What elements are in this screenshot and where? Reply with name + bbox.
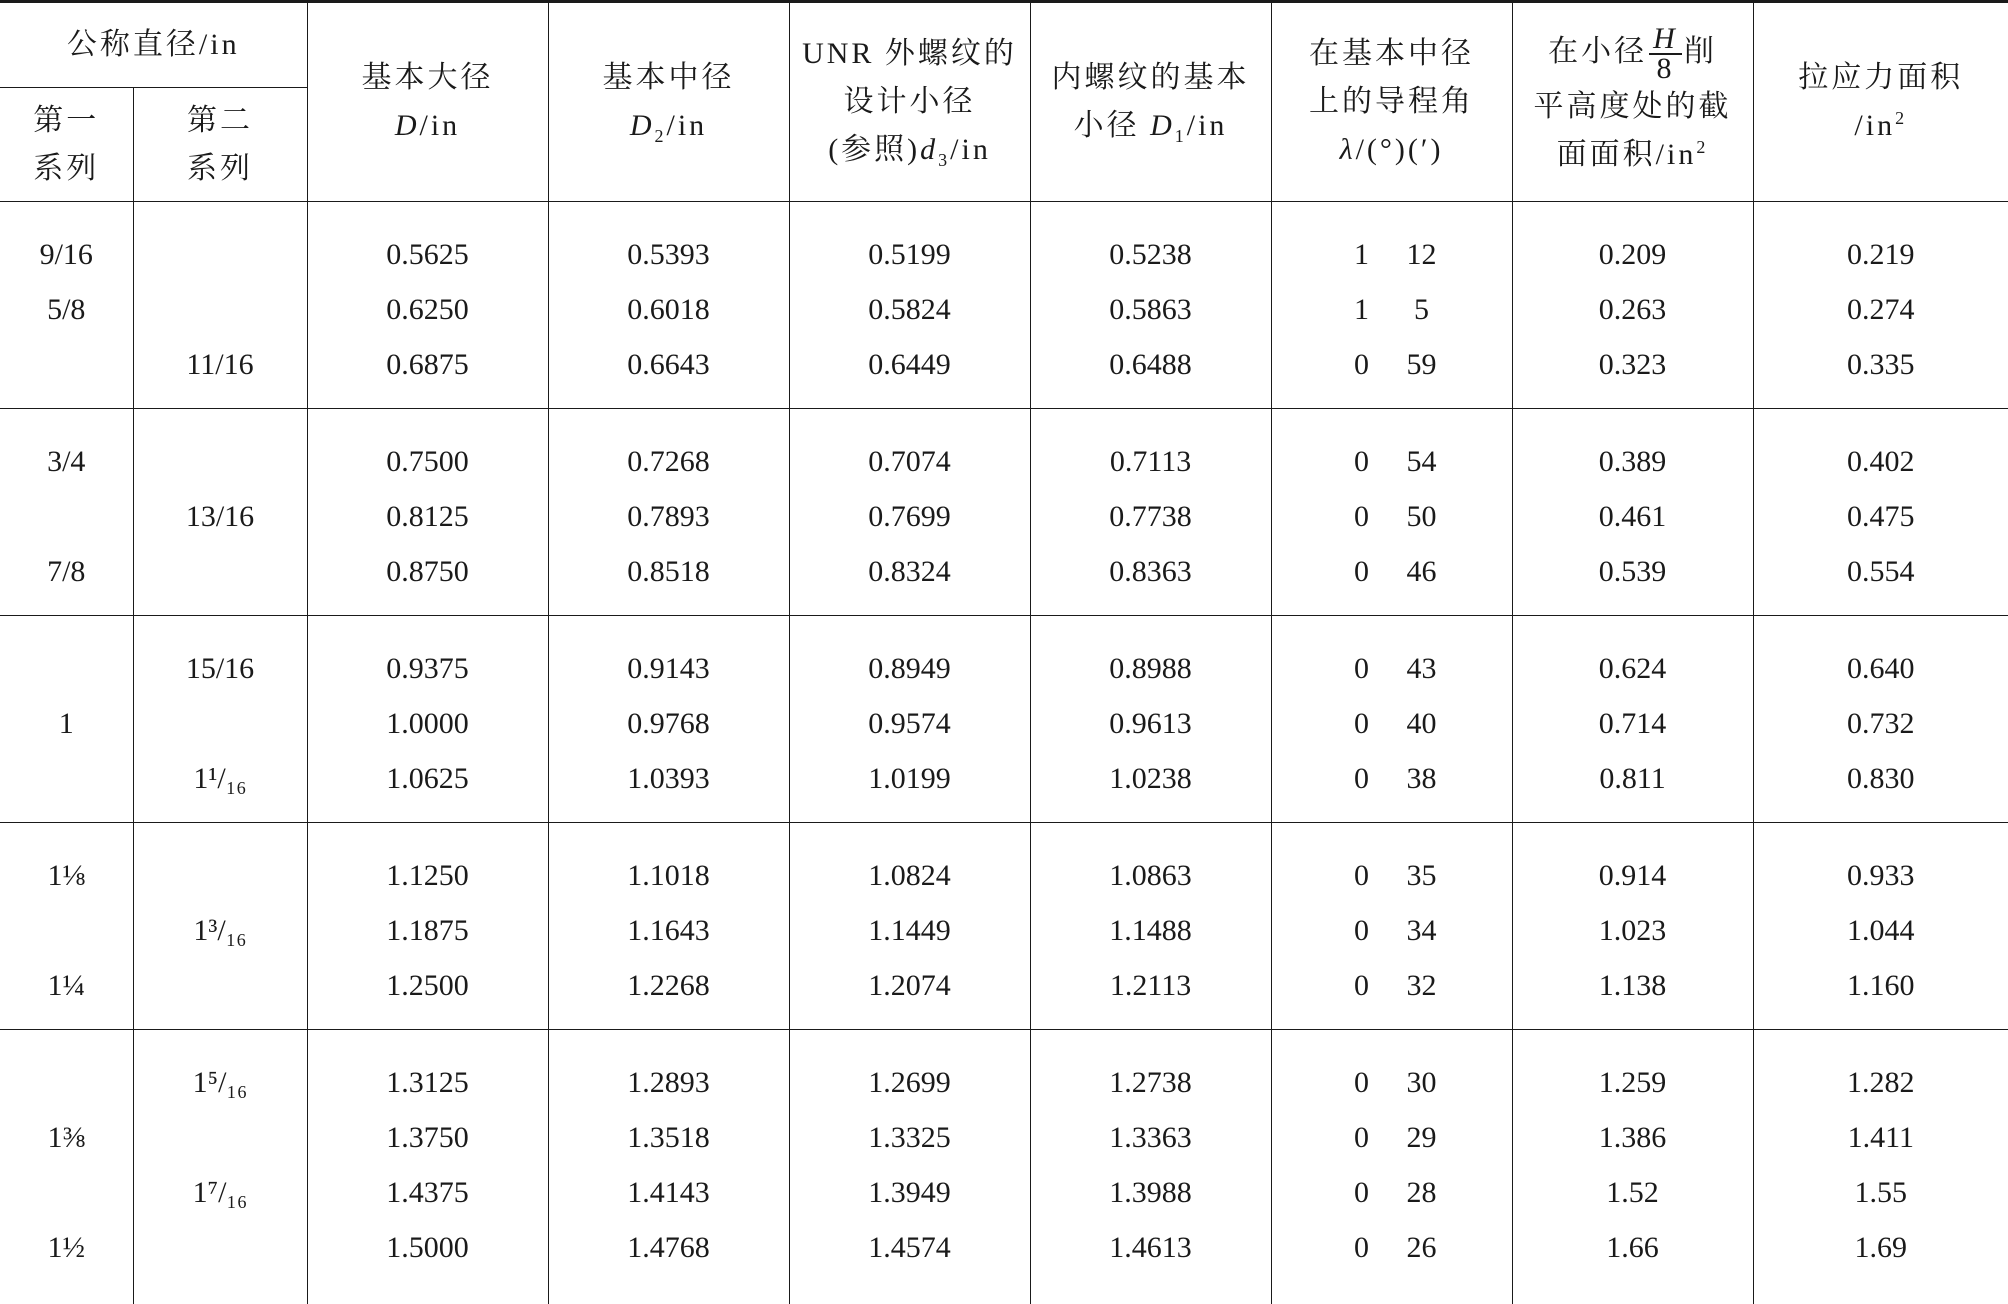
lead-angle-degrees: 0: [1354, 914, 1370, 947]
internal-minor-diameter-cell: [1030, 1030, 1271, 1304]
cell-value: 0.914: [1598, 859, 1667, 892]
cell-value: 0.209: [1598, 238, 1667, 271]
cell-value: 1.0863: [1109, 859, 1192, 892]
lead-angle-value: [1272, 641, 1512, 696]
unr-minor-diameter-cell: [789, 202, 1030, 409]
lead-angle-degrees: 0: [1354, 969, 1370, 1002]
lead-angle-degrees: 0: [1354, 1231, 1370, 1264]
cell-value: 0.6250: [386, 293, 469, 326]
cell-value: 0.475: [1847, 500, 1915, 533]
cell-value: 0.5824: [868, 293, 951, 326]
cell-value: [134, 1220, 307, 1275]
internal-minor-diameter-cell: [1030, 823, 1271, 1030]
major-diameter-cell: [307, 202, 548, 409]
cell-value: 1.2893: [627, 1066, 710, 1099]
cell-value: 1.4375: [386, 1176, 469, 1209]
cell-value: [134, 696, 307, 751]
cell-value: 1.0238: [1109, 762, 1192, 795]
unr-minor-diameter-cell: [789, 823, 1030, 1030]
cell-value: 0.9143: [627, 652, 710, 685]
cell-value: 15/16: [185, 652, 255, 685]
table-body: [0, 202, 2008, 1304]
lead-angle-value: [1272, 489, 1512, 544]
lead-angle-minutes: 46: [1406, 555, 1437, 588]
cell-value: 0.8518: [627, 555, 710, 588]
cell-value: 0.9574: [868, 707, 951, 740]
cell-value: 1.66: [1606, 1231, 1659, 1264]
cell-value: [134, 848, 307, 903]
cell-value: 0.5863: [1109, 293, 1192, 326]
lead-angle-degrees: 0: [1354, 1176, 1370, 1209]
cell-value: [134, 958, 307, 1013]
header-basic-major-diameter: 基本大径 D/in: [307, 2, 548, 202]
pitch-diameter-cell: [548, 202, 789, 409]
cell-value: 0.335: [1847, 348, 1915, 381]
cell-value: 0.219: [1847, 238, 1915, 271]
cell-value: 1: [58, 707, 74, 740]
cell-value: 0.8363: [1109, 555, 1192, 588]
cell-value: 0.714: [1598, 707, 1667, 740]
cell-value: 0.7738: [1109, 500, 1192, 533]
header-first-series: 第一 系列: [0, 88, 133, 202]
cell-value: 0.811: [1599, 762, 1666, 795]
cell-value: 0.323: [1598, 348, 1667, 381]
header-unr-minor-diameter: UNR 外螺纹的 设计小径 (参照)$d_3/in$: [789, 2, 1030, 202]
cell-value: 1.4574: [868, 1231, 951, 1264]
cell-value: 0.7893: [627, 500, 710, 533]
cell-value: 0.389: [1598, 445, 1667, 478]
lead-angle-value: [1272, 1165, 1512, 1220]
lead-angle-value: [1272, 1220, 1512, 1275]
cell-value: 1¹/₁₆: [193, 762, 247, 795]
cell-value: 1⅛: [47, 859, 85, 892]
pitch-diameter-cell: [548, 409, 789, 616]
lead-angle-value: [1272, 434, 1512, 489]
lead-angle-value: [1272, 958, 1512, 1013]
cell-value: 1.5000: [386, 1231, 469, 1264]
lead-angle-degrees: 0: [1354, 1066, 1370, 1099]
lead-angle-value: [1272, 903, 1512, 958]
cell-value: 1.4613: [1109, 1231, 1192, 1264]
second-series-cell: [133, 1030, 307, 1304]
cell-value: 3/4: [47, 445, 86, 478]
cell-value: [0, 903, 133, 958]
header-basic-pitch-diameter: 基本中径 $D_2/in$: [548, 2, 789, 202]
cell-value: 7/8: [47, 555, 86, 588]
cell-value: 1.0393: [627, 762, 710, 795]
cell-value: 0.7074: [868, 445, 951, 478]
cell-value: 0.274: [1847, 293, 1915, 326]
major-diameter-cell: [307, 823, 548, 1030]
cell-value: 0.7500: [386, 445, 469, 478]
table-row: [0, 823, 2008, 1030]
cell-value: 1.1449: [868, 914, 951, 947]
lead-angle-degrees: 1: [1354, 238, 1370, 271]
lead-angle-minutes: 32: [1406, 969, 1437, 1002]
cell-value: [134, 544, 307, 599]
lead-angle-minutes: 12: [1406, 238, 1437, 271]
cell-value: 0.5238: [1109, 238, 1192, 271]
cell-value: 1.2268: [627, 969, 710, 1002]
major-diameter-cell: [307, 1030, 548, 1304]
cell-value: 1.2113: [1109, 969, 1192, 1002]
header-second-series: 第二 系列: [133, 88, 307, 202]
header-section-area: 在小径 $\frac{H}{8}$ 削 平高度处的截 面面积$/in^2$: [1512, 2, 1753, 202]
cell-value: 0.6643: [627, 348, 710, 381]
cell-value: 1.0824: [868, 859, 951, 892]
cell-value: [0, 1165, 133, 1220]
cell-value: 1.259: [1598, 1066, 1667, 1099]
lead-angle-degrees: 0: [1354, 445, 1370, 478]
second-series-cell: [133, 202, 307, 409]
internal-minor-diameter-cell: [1030, 409, 1271, 616]
major-diameter-cell: [307, 616, 548, 823]
tensile-stress-area-cell: [1753, 202, 2008, 409]
cell-value: 1.2074: [868, 969, 951, 1002]
cell-value: 0.5199: [868, 238, 951, 271]
cell-value: 0.6449: [868, 348, 951, 381]
cell-value: 1¼: [47, 969, 85, 1002]
cell-value: 1.0625: [386, 762, 469, 795]
lead-angle-minutes: 38: [1406, 762, 1437, 795]
cell-value: 0.461: [1598, 500, 1667, 533]
cell-value: 1.4143: [627, 1176, 710, 1209]
lead-angle-minutes: 30: [1406, 1066, 1437, 1099]
cell-value: 0.732: [1847, 707, 1915, 740]
cell-value: 1.3949: [868, 1176, 951, 1209]
cell-value: [0, 641, 133, 696]
cell-value: 9/16: [39, 238, 93, 271]
cell-value: 1.3750: [386, 1121, 469, 1154]
cell-value: 1⅜: [47, 1121, 85, 1154]
table-row: [0, 1030, 2008, 1304]
lead-angle-cell: [1271, 823, 1512, 1030]
cell-value: [134, 434, 307, 489]
cell-value: 0.7268: [627, 445, 710, 478]
cell-value: 1.3988: [1109, 1176, 1192, 1209]
cell-value: 1.3325: [868, 1121, 951, 1154]
cell-value: 0.9613: [1109, 707, 1192, 740]
pitch-diameter-cell: [548, 616, 789, 823]
cell-value: 1.2500: [386, 969, 469, 1002]
lead-angle-value: [1272, 282, 1512, 337]
lead-angle-value: [1272, 227, 1512, 282]
lead-angle-cell: [1271, 409, 1512, 616]
lead-angle-value: [1272, 1110, 1512, 1165]
section-area-cell: [1512, 409, 1753, 616]
cell-value: 0.8324: [868, 555, 951, 588]
lead-angle-minutes: 34: [1406, 914, 1437, 947]
cell-value: 0.554: [1847, 555, 1915, 588]
internal-minor-diameter-cell: [1030, 616, 1271, 823]
cell-value: 0.8125: [386, 500, 469, 533]
lead-angle-minutes: 35: [1406, 859, 1437, 892]
lead-angle-degrees: 0: [1354, 652, 1370, 685]
cell-value: 0.5625: [386, 238, 469, 271]
cell-value: 0.8949: [868, 652, 951, 685]
cell-value: 1.1875: [386, 914, 469, 947]
lead-angle-cell: [1271, 202, 1512, 409]
cell-value: 1.1643: [627, 914, 710, 947]
cell-value: 0.8988: [1109, 652, 1192, 685]
lead-angle-degrees: 0: [1354, 859, 1370, 892]
tensile-stress-area-cell: [1753, 409, 2008, 616]
tensile-stress-area-cell: [1753, 1030, 2008, 1304]
cell-value: 1.386: [1598, 1121, 1667, 1154]
tensile-stress-area-cell: [1753, 616, 2008, 823]
cell-value: [0, 489, 133, 544]
cell-value: 0.7699: [868, 500, 951, 533]
cell-value: 1.282: [1847, 1066, 1915, 1099]
cell-value: 1.411: [1847, 1121, 1914, 1154]
cell-value: 1.1488: [1109, 914, 1192, 947]
cell-value: 0.7113: [1109, 445, 1192, 478]
first-series-cell: [0, 202, 133, 409]
cell-value: 0.9768: [627, 707, 710, 740]
cell-value: 0.830: [1847, 762, 1915, 795]
unr-minor-diameter-cell: [789, 409, 1030, 616]
cell-value: [0, 751, 133, 806]
lead-angle-degrees: 0: [1354, 555, 1370, 588]
cell-value: 1.3363: [1109, 1121, 1192, 1154]
lead-angle-minutes: 59: [1406, 348, 1437, 381]
lead-angle-minutes: 26: [1406, 1231, 1437, 1264]
cell-value: [134, 1110, 307, 1165]
cell-value: [0, 1055, 133, 1110]
lead-angle-minutes: 43: [1406, 652, 1437, 685]
cell-value: 0.6875: [386, 348, 469, 381]
cell-value: 0.6488: [1109, 348, 1192, 381]
unr-minor-diameter-cell: [789, 1030, 1030, 1304]
cell-value: 13/16: [185, 500, 255, 533]
header-internal-minor-diameter: 内螺纹的基本 小径 $D_1/in$: [1030, 2, 1271, 202]
unr-minor-diameter-cell: [789, 616, 1030, 823]
lead-angle-value: [1272, 848, 1512, 903]
cell-value: 1⁷/₁₆: [192, 1176, 248, 1209]
section-area-cell: [1512, 1030, 1753, 1304]
cell-value: [0, 337, 133, 392]
lead-angle-degrees: 0: [1354, 1121, 1370, 1154]
cell-value: 0.6018: [627, 293, 710, 326]
cell-value: 1.044: [1847, 914, 1915, 947]
section-area-cell: [1512, 202, 1753, 409]
lead-angle-degrees: 0: [1354, 348, 1370, 381]
header-tensile-stress-area: 拉应力面积 $/in^2$: [1753, 2, 2008, 202]
lead-angle-minutes: 5: [1414, 293, 1430, 326]
lead-angle-value: [1272, 337, 1512, 392]
lead-angle-value: [1272, 1055, 1512, 1110]
cell-value: [134, 282, 307, 337]
lead-angle-cell: [1271, 1030, 1512, 1304]
cell-value: 1½: [47, 1231, 85, 1264]
table-row: [0, 202, 2008, 409]
cell-value: 0.8750: [386, 555, 469, 588]
cell-value: 1.023: [1598, 914, 1667, 947]
section-area-cell: [1512, 823, 1753, 1030]
cell-value: 0.640: [1847, 652, 1915, 685]
lead-angle-minutes: 40: [1406, 707, 1437, 740]
lead-angle-degrees: 0: [1354, 707, 1370, 740]
second-series-cell: [133, 409, 307, 616]
cell-value: 1.0199: [868, 762, 951, 795]
cell-value: 1³/₁₆: [193, 914, 247, 947]
cell-value: 1.160: [1847, 969, 1915, 1002]
cell-value: 5/8: [47, 293, 86, 326]
cell-value: 0.933: [1847, 859, 1915, 892]
cell-value: 1.4768: [627, 1231, 710, 1264]
lead-angle-minutes: 29: [1406, 1121, 1437, 1154]
first-series-cell: [0, 409, 133, 616]
lead-angle-degrees: 1: [1354, 293, 1370, 326]
cell-value: 1.1018: [627, 859, 710, 892]
tensile-stress-area-cell: [1753, 823, 2008, 1030]
cell-value: 0.624: [1598, 652, 1667, 685]
table-row: [0, 409, 2008, 616]
lead-angle-cell: [1271, 616, 1512, 823]
lead-angle-value: [1272, 751, 1512, 806]
second-series-cell: [133, 616, 307, 823]
lead-angle-value: [1272, 696, 1512, 751]
cell-value: 0.9375: [386, 652, 469, 685]
first-series-cell: [0, 1030, 133, 1304]
internal-minor-diameter-cell: [1030, 202, 1271, 409]
h-over-8-fraction: $\frac{H}{8}$: [1649, 25, 1682, 83]
lead-angle-value: [1272, 544, 1512, 599]
cell-value: 0.402: [1847, 445, 1915, 478]
lead-angle-degrees: 0: [1354, 500, 1370, 533]
cell-value: 0.263: [1598, 293, 1667, 326]
pitch-diameter-cell: [548, 823, 789, 1030]
major-diameter-cell: [307, 409, 548, 616]
lead-angle-minutes: 28: [1406, 1176, 1437, 1209]
second-series-cell: [133, 823, 307, 1030]
cell-value: 1.3518: [627, 1121, 710, 1154]
first-series-cell: [0, 823, 133, 1030]
cell-value: 1.3125: [386, 1066, 469, 1099]
cell-value: 1.52: [1606, 1176, 1659, 1209]
cell-value: [134, 227, 307, 282]
cell-value: 1.55: [1854, 1176, 1908, 1209]
table-row: [0, 616, 2008, 823]
cell-value: 1.2699: [868, 1066, 951, 1099]
cell-value: 1.0000: [386, 707, 469, 740]
cell-value: 1.138: [1598, 969, 1667, 1002]
cell-value: 1⁵/₁₆: [192, 1066, 248, 1099]
section-area-cell: [1512, 616, 1753, 823]
pitch-diameter-cell: [548, 1030, 789, 1304]
header-lead-angle: 在基本中径 上的导程角 λ/(°)(′): [1271, 2, 1512, 202]
cell-value: 1.69: [1854, 1231, 1908, 1264]
lead-angle-minutes: 54: [1406, 445, 1437, 478]
first-series-cell: [0, 616, 133, 823]
header-nominal-diameter: 公称直径/in: [0, 2, 307, 88]
lead-angle-minutes: 50: [1406, 500, 1437, 533]
cell-value: 0.5393: [627, 238, 710, 271]
cell-value: 1.2738: [1109, 1066, 1192, 1099]
lead-angle-degrees: 0: [1354, 762, 1370, 795]
cell-value: 1.1250: [386, 859, 469, 892]
cell-value: 11/16: [186, 348, 254, 381]
cell-value: 0.539: [1598, 555, 1667, 588]
